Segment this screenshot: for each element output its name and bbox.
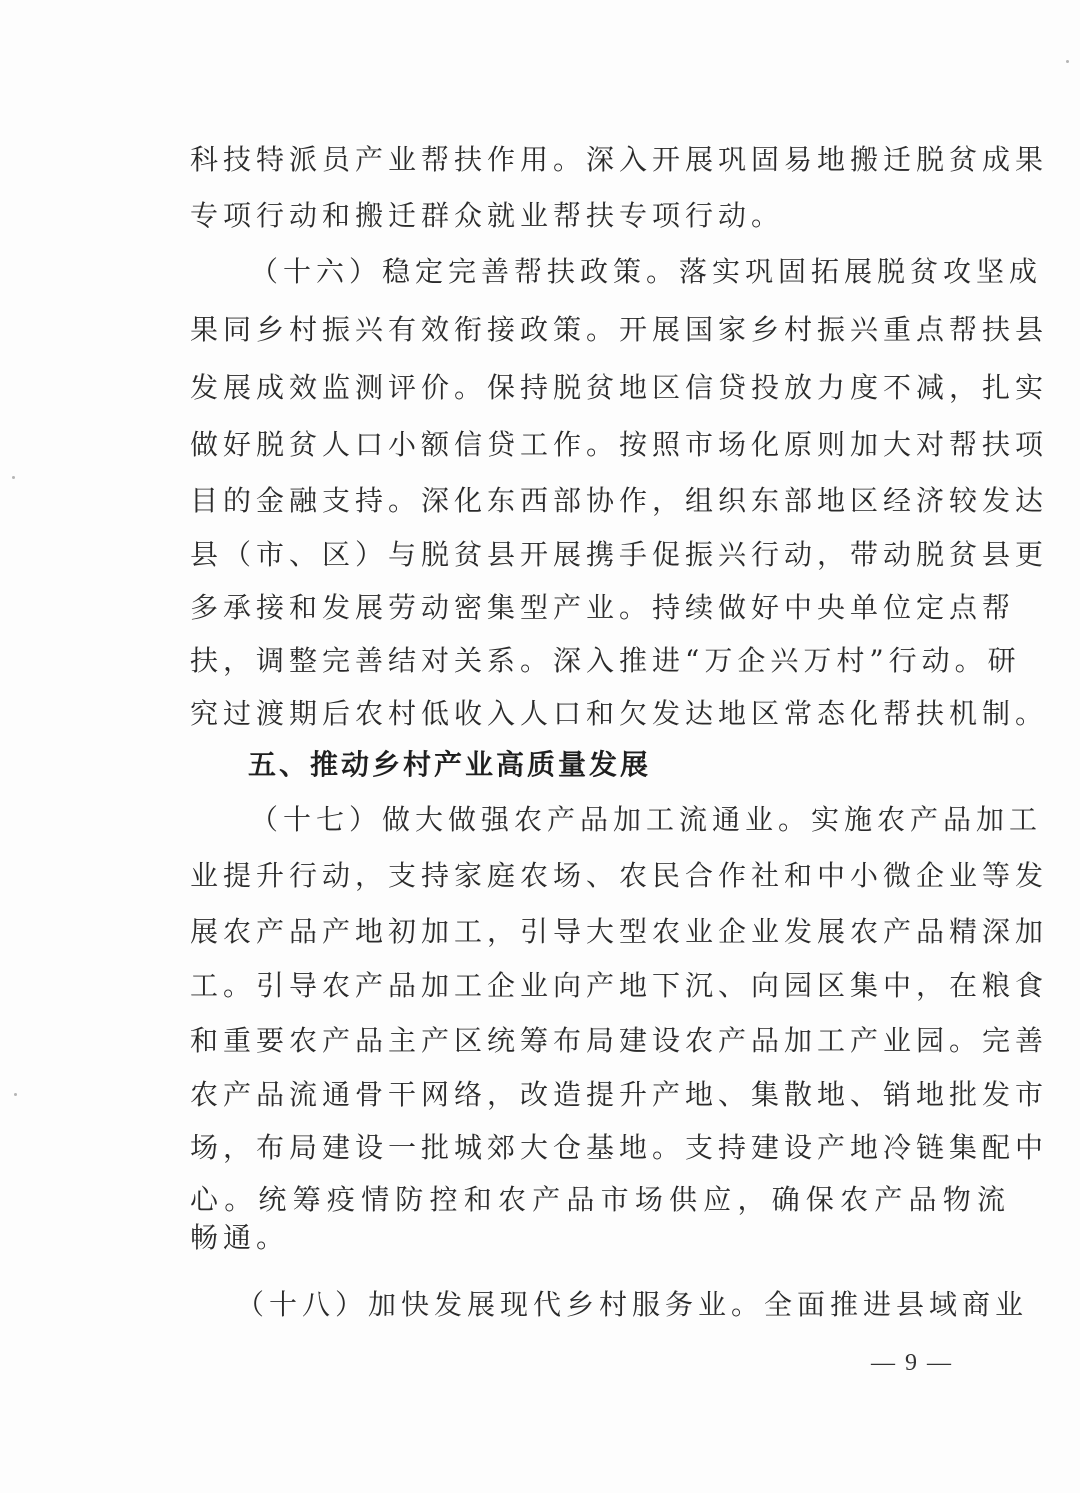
text-line: 果同乡村振兴有效衔接政策。开展国家乡村振兴重点帮扶县 [190, 313, 1049, 346]
text-line: 工。引导农产品加工企业向产地下沉、向园区集中，在粮食 [190, 969, 1049, 1002]
text-line: 畅通。 [190, 1221, 290, 1254]
text-line: 专项行动和搬迁群众就业帮扶专项行动。 [190, 199, 785, 232]
section-heading: 五、推动乡村产业高质量发展 [248, 748, 652, 781]
scan-speck [1066, 60, 1069, 63]
text-line: 目的金融支持。深化东西部协作，组织东部地区经济较发达 [190, 484, 1049, 517]
text-line: 业提升行动，支持家庭农场、农民合作社和中小微企业等发 [190, 859, 1049, 892]
text-line: 展农产品产地初加工，引导大型农业企业发展农产品精深加 [190, 915, 1049, 948]
page-number: — 9 — [871, 1350, 953, 1376]
text-line: 多承接和发展劳动密集型产业。持续做好中央单位定点帮 [190, 591, 1016, 624]
text-line: 场，布局建设一批城郊大仓基地。支持建设产地冷链集配中 [190, 1131, 1049, 1164]
text-line: 做好脱贫人口小额信贷工作。按照市场化原则加大对帮扶项 [190, 428, 1049, 461]
text-line: （十六）稳定完善帮扶政策。落实巩固拓展脱贫攻坚成 [250, 255, 1043, 288]
text-line: 发展成效监测评价。保持脱贫地区信贷投放力度不减，扎实 [190, 371, 1049, 404]
text-line: 县（市、区）与脱贫县开展携手促振兴行动，带动脱贫县更 [190, 538, 1049, 571]
text-line: 农产品流通骨干网络，改造提升产地、集散地、销地批发市 [190, 1078, 1049, 1111]
text-line: 科技特派员产业帮扶作用。深入开展巩固易地搬迁脱贫成果 [190, 143, 1049, 176]
text-line: （十八）加快发展现代乡村服务业。全面推进县域商业 [236, 1288, 1029, 1321]
text-line: 扶，调整完善结对关系。深入推进“万企兴万村”行动。研 [190, 644, 1021, 677]
text-line: 究过渡期后农村低收入人口和欠发达地区常态化帮扶机制。 [190, 697, 1049, 730]
text-line: （十七）做大做强农产品加工流通业。实施农产品加工 [250, 803, 1043, 836]
text-line: 心。统筹疫情防控和农产品市场供应，确保农产品物流 [190, 1183, 1010, 1216]
text-line: 和重要农产品主产区统筹布局建设农产品加工产业园。完善 [190, 1024, 1049, 1057]
scan-speck [12, 476, 15, 479]
scan-speck [14, 1093, 17, 1096]
